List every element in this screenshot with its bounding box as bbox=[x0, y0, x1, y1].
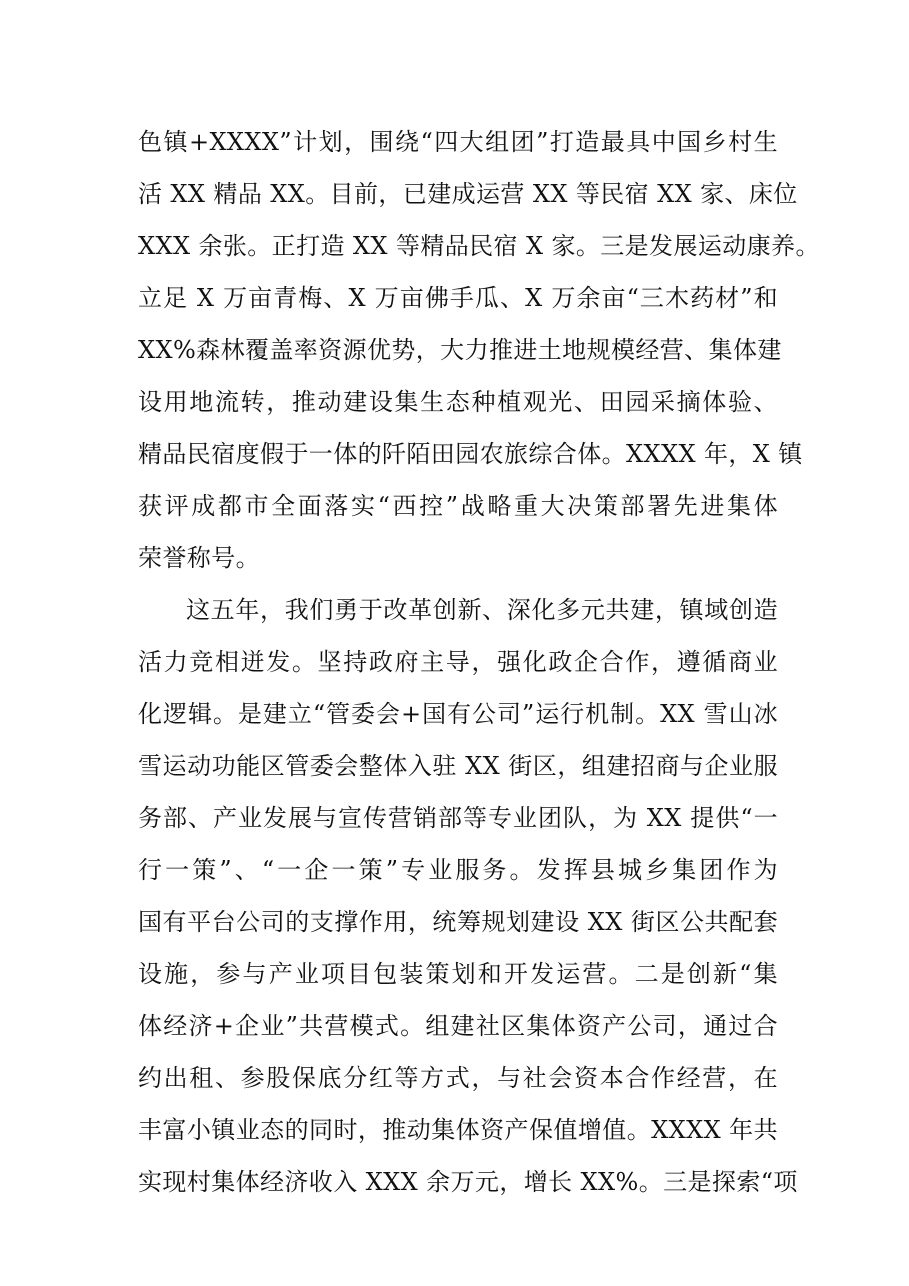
text-line: 雪运动功能区管委会整体入驻 XX 街区，组建招商与企业服 bbox=[138, 752, 778, 780]
text-line: XXX 余张。正打造 XX 等精品民宿 X 家。三是发展运动康养。 bbox=[138, 232, 820, 260]
text-line: 体经济+企业”共营模式。组建社区集体资产公司，通过合 bbox=[138, 1012, 778, 1040]
text-line: 活力竞相迸发。坚持政府主导，强化政企合作，遵循商业 bbox=[138, 648, 778, 676]
text-line: 丰富小镇业态的同时，推动集体资产保值增值。XXXX 年共 bbox=[138, 1116, 778, 1144]
text-line: XX%森林覆盖率资源优势，大力推进土地规模经营、集体建 bbox=[138, 336, 782, 364]
text-line: 务部、产业发展与宣传营销部等专业团队，为 XX 提供“一 bbox=[138, 804, 778, 832]
text-line: 约出租、参股保底分红等方式，与社会资本合作经营，在 bbox=[138, 1064, 778, 1092]
text-line: 国有平台公司的支撑作用，统筹规划建设 XX 街区公共配套 bbox=[138, 908, 778, 936]
text-line: 设用地流转，推动建设集生态种植观光、田园采摘体验、 bbox=[138, 388, 778, 416]
text-line: 行一策”、“一企一策”专业服务。发挥县城乡集团作为 bbox=[138, 856, 778, 884]
text-line: 精品民宿度假于一体的阡陌田园农旅综合体。XXXX 年，X 镇 bbox=[138, 440, 803, 468]
text-line: 立足 X 万亩青梅、X 万亩佛手瓜、X 万余亩“三木药材”和 bbox=[138, 284, 778, 312]
text-line: 化逻辑。是建立“管委会+国有公司”运行机制。XX 雪山冰 bbox=[138, 700, 778, 728]
text-line: 设施，参与产业项目包装策划和开发运营。二是创新“集 bbox=[138, 960, 778, 988]
text-line: 获评成都市全面落实“西控”战略重大决策部署先进集体 bbox=[138, 492, 778, 520]
text-line-first: 这五年，我们勇于改革创新、深化多元共建，镇域创造 bbox=[186, 596, 778, 624]
text-line: 活 XX 精品 XX。目前，已建成运营 XX 等民宿 XX 家、床位 bbox=[138, 180, 798, 208]
text-line: 实现村集体经济收入 XXX 余万元，增长 XX%。三是探索“项 bbox=[138, 1168, 798, 1196]
text-line-last: 荣誉称号。 bbox=[138, 544, 260, 572]
text-line: 色镇+XXXX”计划，围绕“四大组团”打造最具中国乡村生 bbox=[138, 128, 778, 156]
